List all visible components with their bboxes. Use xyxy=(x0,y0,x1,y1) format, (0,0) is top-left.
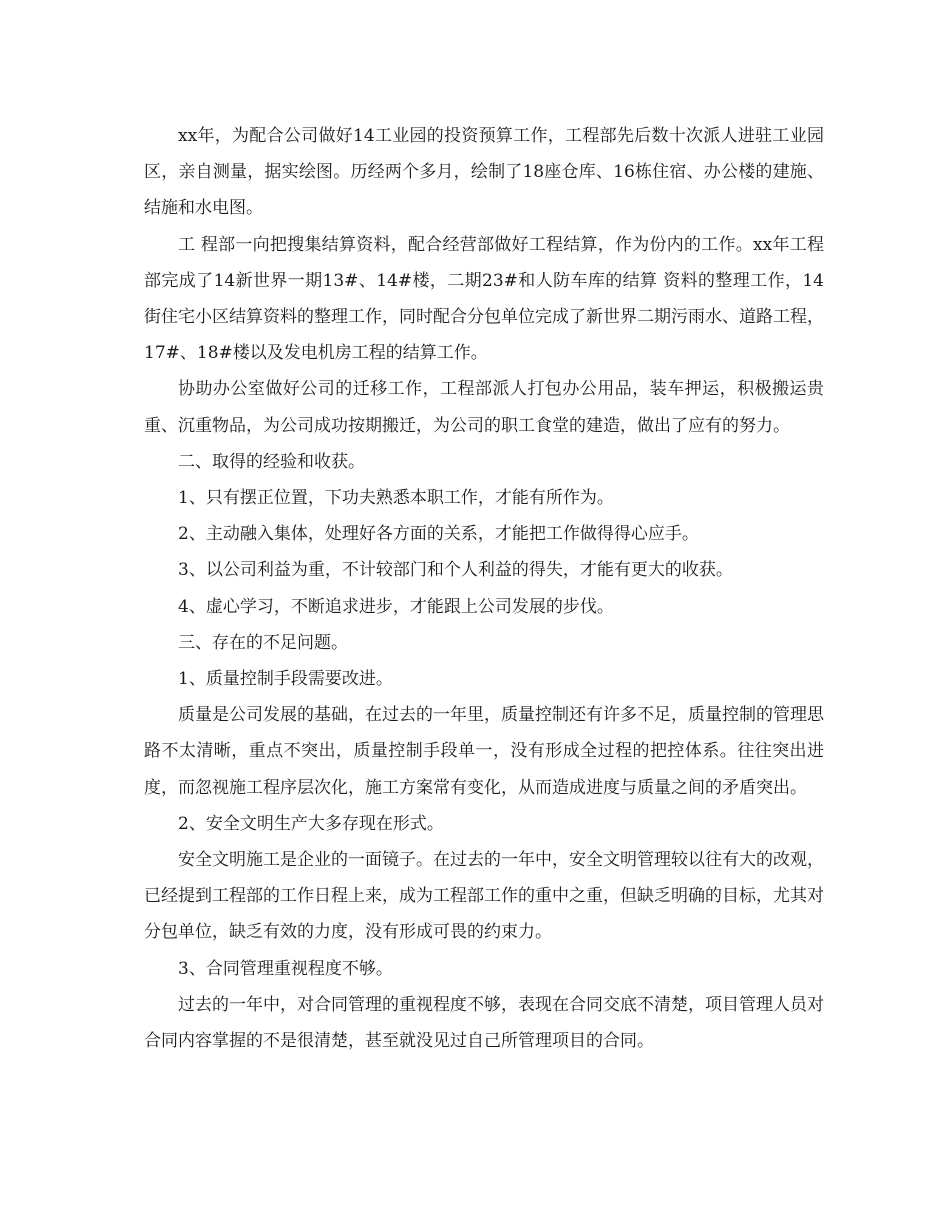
subsection-heading: 2、安全文明生产大多存现在形式。 xyxy=(178,813,444,834)
list-item: 4、虚心学习，不断追求进步，才能跟上公司发展的步伐。 xyxy=(178,596,614,617)
subsection-heading: 3、合同管理重视程度不够。 xyxy=(178,958,393,979)
document-page xyxy=(144,118,824,1059)
list-item: 1、只有摆正位置，下功夫熟悉本职工作，才能有所作为。 xyxy=(178,488,614,509)
subsection-heading: 1、质量控制手段需要改进。 xyxy=(178,669,393,690)
paragraph: 工 程部一向把搜集结算资料，配合经营部做好工程结算，作为份内的工作。xx年工程部完成了14新世界一期13#、14#楼，二期23#和人防车库的结算 资料的整理工作，14街住宅小区结算资料的整理工作，同时配合分包单位完成了新世界二期污雨水、道路工程，17#、18#楼以及发电机房工程的结算工作。 xyxy=(144,234,824,364)
section-heading: 二、取得的经验和收获。 xyxy=(178,451,365,472)
paragraph: 安全文明施工是企业的一面镜子。在过去的一年中，安全文明管理较以往有大的改观，已经提到工程部的工作日程上来，成为工程部工作的重中之重，但缺乏明确的目标，尤其对分包单位，缺乏有效的力度，没有形成可畏的约束力。 xyxy=(144,850,824,943)
list-item: 3、以公司利益为重，不计较部门和个人利益的得失，才能有更大的收获。 xyxy=(178,560,733,581)
paragraph: 协助办公室做好公司的迁移工作，工程部派人打包办公用品，装车押运，积极搬运贵重、沉重物品，为公司成功按期搬迁，为公司的职工食堂的建造，做出了应有的努力。 xyxy=(144,379,824,436)
list-item: 2、主动融入集体，处理好各方面的关系，才能把工作做得得心应手。 xyxy=(178,524,699,545)
paragraph: xx年，为配合公司做好14工业园的投资预算工作，工程部先后数十次派人进驻工业园区，亲自测量，据实绘图。历经两个多月，绘制了18座仓库、16栋住宿、办公楼的建施、结施和水电图。 xyxy=(144,126,824,219)
paragraph: 过去的一年中，对合同管理的重视程度不够，表现在合同交底不清楚，项目管理人员对合同内容掌握的不是很清楚，甚至就没见过自己所管理项目的合同。 xyxy=(144,994,824,1052)
paragraph: 质量是公司发展的基础，在过去的一年里，质量控制还有许多不足，质量控制的管理思路不太清晰，重点不突出，质量控制手段单一，没有形成全过程的把控体系。往往突出进度，而忽视施工程序层次化，施工方案常有变化，从而造成进度与质量之间的矛盾突出。 xyxy=(144,705,824,798)
section-heading: 三、存在的不足问题。 xyxy=(178,632,348,653)
